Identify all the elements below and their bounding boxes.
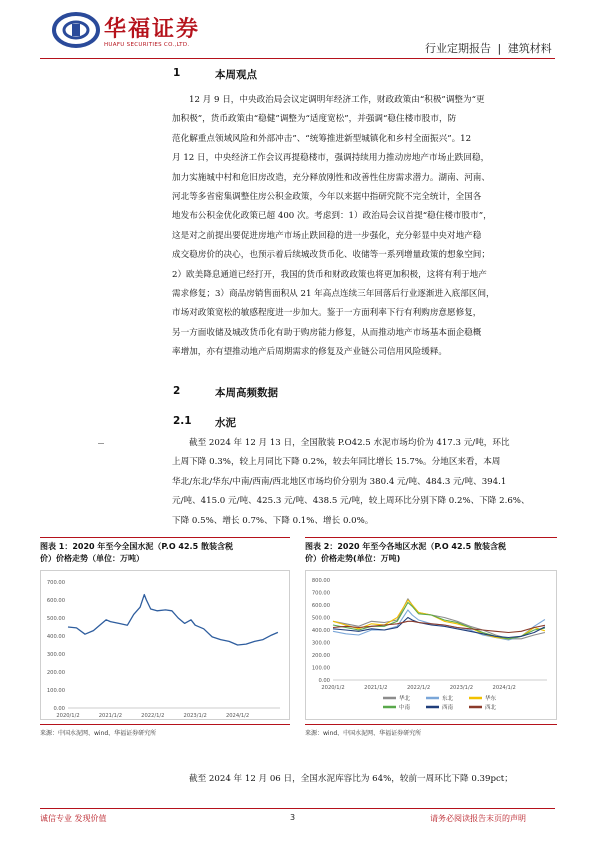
- x-tick-label: 2024/1/2: [492, 685, 516, 691]
- figure2-source: 来源：wind、中国水泥网、华福证券研究所: [305, 730, 422, 737]
- body-line: 成交稳房价的决心，也预示着后续城改货币化、收储等一系列增量政策的想象空间；: [172, 250, 490, 261]
- x-tick-label: 2022/1/2: [141, 713, 165, 719]
- figure2-caption-line: 图表 2：2020 年至今各地区水泥（P.O 42.5 散装含税: [305, 542, 506, 551]
- body-line: 市场对政策宽松的敏感程度进一步加大。鉴于一方面利率下行有利购房意愿修复，: [172, 308, 482, 319]
- series-line: [333, 603, 545, 639]
- report-type-label: 行业定期报告: [425, 42, 491, 55]
- footer-rule: [40, 808, 555, 809]
- industry-label: 建筑材料: [507, 42, 552, 55]
- section21-body: [172, 434, 557, 531]
- subsection-number: 2.1: [173, 415, 192, 427]
- body-line: 加积极”，货币政策由“稳健”调整为“适度宽松”，并强调“稳住楼市股市，防: [172, 114, 457, 125]
- y-tick-label: 600.00: [46, 598, 65, 604]
- chart-national-cement-price: [40, 570, 290, 720]
- body-line: 截至 2024 年 12 月 06 日，全国水泥库容比为 64%，较前一周环比下降 0.39pct；: [189, 774, 513, 784]
- section-title: 本周观点: [215, 69, 257, 81]
- x-tick-label: 2020/1/2: [56, 713, 80, 719]
- y-tick-label: 300.00: [311, 640, 330, 647]
- legend-label: 华北: [399, 696, 411, 702]
- y-tick-label: 0.00: [53, 706, 65, 712]
- y-tick-label: 200.00: [46, 670, 65, 676]
- body-line: 截至 2024 年 12 月 13 日，全国散装 P.O42.5 水泥市场均价为 417.3 元/吨，环比: [189, 438, 510, 448]
- logo-text-en: HUAFU SECURITIES CO.,LTD.: [104, 42, 190, 48]
- footer-disclaimer: 请务必阅读报告末页的声明: [430, 814, 526, 823]
- section-number: 1: [173, 67, 181, 79]
- body-line: 华北/东北/华东/中南/西南/西北地区市场均价分别为 380.4 元/吨、484.3 元/吨、394.1: [172, 476, 507, 487]
- y-tick-label: 500.00: [46, 616, 65, 622]
- footer-slogan: 诚信专业 发现价值: [40, 814, 107, 823]
- x-tick-label: 2021/1/2: [98, 713, 123, 719]
- figure1-caption: [40, 541, 290, 565]
- y-tick-label: 0.00: [318, 678, 330, 684]
- y-tick-label: 500.00: [311, 615, 330, 622]
- figure1-caption-line: 价）价格走势（单位：万吨）: [40, 554, 144, 563]
- body-line: 12 月 9 日，中央政治局会议定调明年经济工作，财政政策由“积极”调整为“更: [189, 95, 485, 105]
- legend-label: 东北: [442, 696, 454, 702]
- y-tick-label: 800.00: [311, 578, 330, 584]
- body-line: 上周下降 0.3%，较上月同比下降 0.2%，较去年同比增长 15.7%。分地区来看，本周: [172, 457, 501, 468]
- x-tick-label: 2020/1/2: [321, 685, 345, 691]
- x-tick-label: 2022/1/2: [406, 685, 431, 691]
- y-tick-label: 600.00: [311, 603, 330, 609]
- logo-text-cn: 华福证券: [104, 17, 201, 42]
- subsection-title: 水泥: [215, 417, 236, 429]
- figure2-caption-line: 价）价格走势(单位：万吨): [305, 554, 401, 563]
- x-tick-label: 2023/1/2: [449, 685, 474, 691]
- body-line: 另一方面收储及城改货币化有助于购房能力修复，从而推动地产市场基本面企稳概: [172, 327, 482, 338]
- page-number: 3: [290, 813, 296, 822]
- header-rule: [40, 58, 555, 59]
- body-line: 需求修复；3）商品房销售面积从 21 年高点连续三年回落后行业逐渐进入底部区间，: [172, 289, 495, 300]
- body-line: 下降 0.5%、增长 0.7%、下降 0.1%、增长 0.0%。: [172, 515, 374, 526]
- series-line: [333, 621, 545, 632]
- legend-label: 华东: [485, 696, 497, 702]
- section-number: 2: [173, 385, 181, 397]
- y-tick-label: 100.00: [46, 688, 65, 694]
- x-tick-label: 2023/1/2: [183, 713, 207, 719]
- body-line: 地发布公积金优化政策已超 400 次。考虑到：1）政治局会议首提“稳住楼市股市”，: [172, 211, 492, 222]
- margin-tick: [98, 443, 104, 444]
- figure1-source: 来源：中国水泥网、wind、华福证券研究所: [40, 730, 157, 737]
- y-tick-label: 200.00: [311, 653, 330, 659]
- section1-body: [172, 91, 557, 363]
- figure1-source-rule: [40, 724, 290, 725]
- y-tick-label: 700.00: [311, 590, 330, 597]
- figure1-caption-rule: [40, 537, 290, 538]
- body-line: 元/吨、415.0 元/吨、425.3 元/吨、438.5 元/吨，较上周环比分别下降 0.2%、下降 2.6%、: [172, 496, 530, 507]
- body-line: 2）欧美降息通道已经打开，我国的货币和财政政策也将更加积极，这将有利于地产: [172, 269, 487, 280]
- series-line: [68, 595, 278, 645]
- legend-label: 中南: [399, 705, 411, 711]
- x-tick-label: 2024/1/2: [225, 713, 250, 719]
- chart-regional-cement-price: [305, 570, 557, 720]
- y-tick-label: 400.00: [311, 628, 330, 634]
- chart-frame: [41, 571, 290, 720]
- figure2-caption-rule: [305, 537, 557, 538]
- body-line: 范化解重点领域风险和外部冲击”、“统筹推进新型城镇化和乡村全面振兴”。12: [172, 133, 472, 144]
- figure2-source-rule: [305, 724, 557, 725]
- x-tick-label: 2021/1/2: [364, 685, 388, 691]
- legend-label: 西北: [485, 705, 497, 711]
- logo-mark-icon: [52, 12, 100, 48]
- report-type: [425, 40, 552, 56]
- y-tick-label: 300.00: [46, 652, 65, 658]
- y-tick-label: 400.00: [46, 634, 65, 640]
- body-line: 河北等多省密集调整住房公积金政策，今年以来据中指研究院不完全统计，全国各: [172, 192, 482, 203]
- y-tick-label: 100.00: [311, 665, 330, 672]
- section-title: 本周高频数据: [215, 387, 278, 399]
- body-line: 率增加，亦有望推动地产后周期需求的修复及产业链公司信用风险缓释。: [172, 347, 448, 358]
- series-line: [333, 618, 545, 638]
- body-line: 月 12 日，中央经济工作会议再提稳楼市，强调持续用力推动房地产市场止跌回稳，: [172, 153, 490, 164]
- header-separator: |: [497, 42, 502, 55]
- figure1-caption-line: 图表 1：2020 年至今全国水泥（P.O 42.5 散装含税: [40, 542, 233, 551]
- figure2-caption: [305, 541, 557, 565]
- body-line: 加力实施城中村和危旧房改造，充分释放刚性和改善性住房需求潜力。湖南、河南、: [172, 172, 490, 183]
- company-logo: [52, 10, 222, 50]
- legend-label: 西南: [442, 705, 454, 711]
- y-tick-label: 700.00: [46, 580, 65, 586]
- body-line: 这是对之前提出要促进房地产市场止跌回稳的进一步强化，充分彰显中央对地产稳: [172, 230, 482, 241]
